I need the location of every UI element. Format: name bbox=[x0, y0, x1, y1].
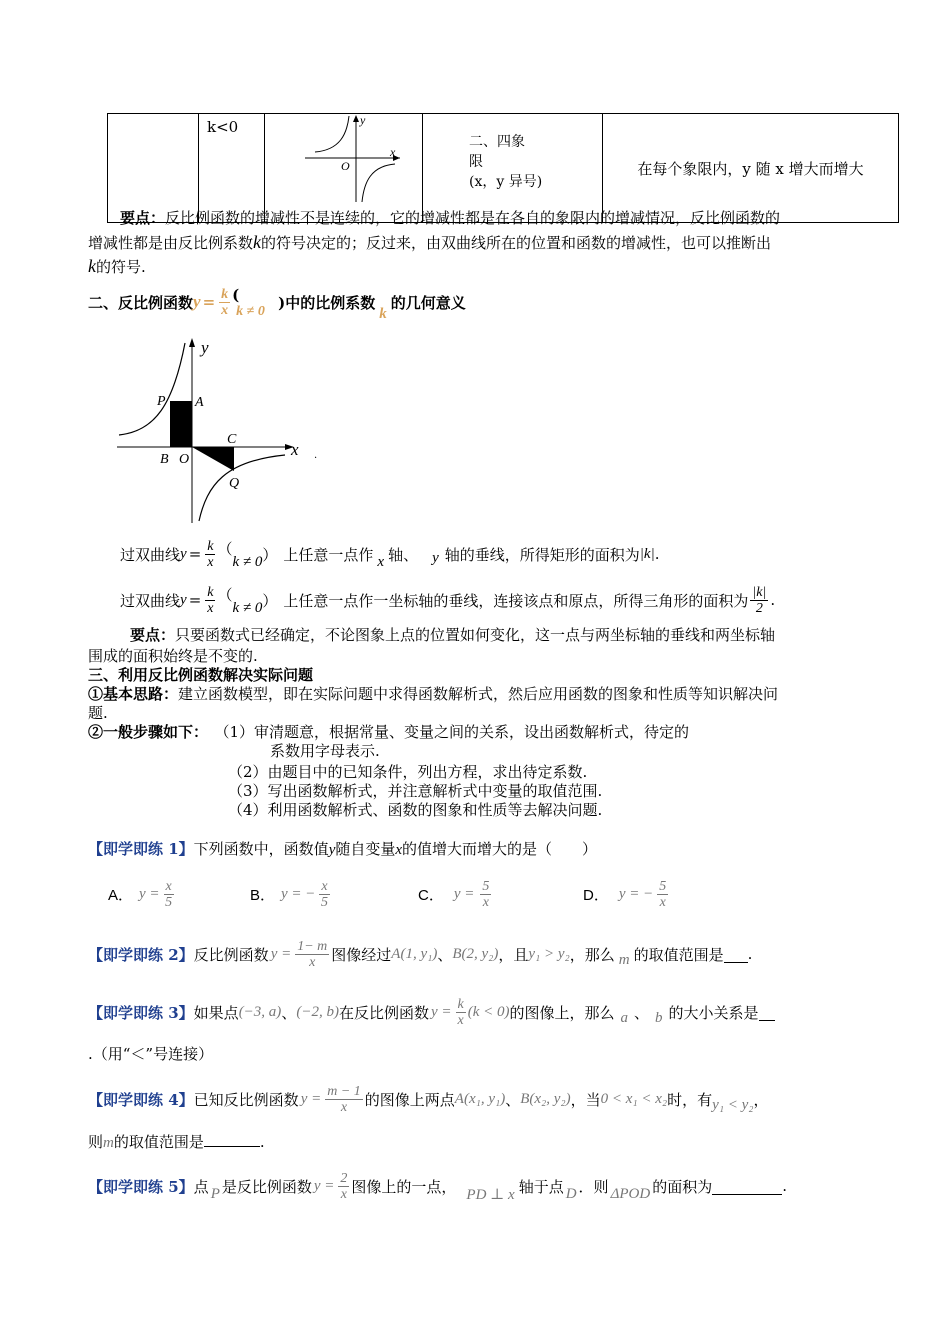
ex2-cond: y₁ > y₂ bbox=[528, 945, 570, 962]
section2-suffix: 的几何意义 bbox=[390, 293, 466, 312]
section3-idea bbox=[88, 684, 778, 704]
ex3-text-c: 的图像上，那么 bbox=[509, 1003, 615, 1022]
option-label: D． bbox=[583, 886, 609, 904]
ex3-lhs: y = bbox=[430, 1003, 452, 1020]
ex3-point-2: (−2, b) bbox=[296, 1003, 339, 1020]
ex2-point-a: A(1, y₁) bbox=[391, 945, 438, 962]
ex3-cond: (k < 0) bbox=[467, 1003, 510, 1020]
geo-text-2b: 上任意一点作一坐标轴的垂线，连接该点和原点，所得三角形的面积为 bbox=[283, 591, 749, 610]
ex4-point-b: B(x₂, y₂) bbox=[520, 1090, 571, 1107]
ex2-lhs: y = bbox=[270, 945, 292, 962]
ex4-fraction bbox=[325, 1084, 363, 1115]
option-fraction bbox=[657, 879, 668, 910]
section2-prefix: 二、反比例函数 bbox=[88, 293, 194, 312]
frac-num: 1− m bbox=[297, 938, 328, 954]
geo-text-c: 轴、 bbox=[388, 545, 419, 564]
trend-text: 在每个象限内，y 随 x 增大而增大 bbox=[637, 159, 864, 178]
ex4-sep: 、 bbox=[505, 1090, 521, 1109]
frac-num: 5 bbox=[482, 878, 490, 894]
geo-absk: |k| bbox=[639, 545, 655, 562]
keypoint1-text-2a: 增减性都是由反比例系数 bbox=[88, 234, 254, 252]
option-label: C． bbox=[418, 886, 444, 904]
geo-half-fraction bbox=[750, 585, 768, 616]
frac-den: x bbox=[207, 554, 214, 570]
option-lhs: y = bbox=[453, 885, 475, 902]
section2-formula bbox=[193, 287, 232, 318]
keypoint2-line2 bbox=[88, 646, 258, 666]
ex5-pd: PD ⊥ x bbox=[466, 1186, 515, 1203]
geo-period2: . bbox=[770, 591, 776, 609]
geo-line1 bbox=[120, 534, 659, 574]
ex2-m: m bbox=[618, 951, 630, 968]
geo-text-a2: 过双曲线 bbox=[120, 591, 181, 610]
keypoint2-text: 只要函数式已经确定，不论图象上点的位置如何变化，这一点与两坐标轴的垂线和两坐标轴 bbox=[175, 626, 776, 644]
k-symbol: k bbox=[253, 232, 262, 252]
ex3-point-1: (−3, a) bbox=[238, 1003, 282, 1020]
ex4-lhs: y = bbox=[300, 1090, 322, 1107]
ex5-text-d: 轴于点 bbox=[518, 1177, 564, 1196]
frac-num: x bbox=[165, 878, 172, 894]
ex1-option-a[interactable] bbox=[108, 872, 176, 916]
paren-close: ） bbox=[262, 545, 278, 564]
geo-cond2: k ≠ 0 bbox=[232, 599, 263, 616]
ex2-sep: 、 bbox=[437, 945, 453, 964]
exercise-1 bbox=[88, 838, 597, 861]
idea-label: ①基本思路： bbox=[88, 685, 179, 703]
geo-y2: y bbox=[432, 549, 439, 566]
exercise-tag: 【即学即练 2】 bbox=[88, 945, 194, 964]
frac-num: k bbox=[457, 996, 464, 1012]
ex4-text-b: 的图像上两点 bbox=[364, 1090, 455, 1109]
fig-y-label: y bbox=[201, 338, 209, 357]
ex3-text-d: 的大小关系是 bbox=[668, 1003, 759, 1022]
ex2-answer-blank[interactable] bbox=[724, 946, 748, 963]
section2-mid: )中的比例系数 bbox=[278, 293, 376, 312]
ex4-answer-blank[interactable] bbox=[204, 1130, 260, 1147]
option-lhs: y = − bbox=[281, 885, 316, 902]
keypoint2-text-2: 围成的面积始终是不变的. bbox=[88, 647, 258, 665]
ex5-fraction bbox=[338, 1171, 349, 1202]
ex2-fraction bbox=[295, 939, 329, 970]
ex3-a: a bbox=[620, 1009, 629, 1026]
exercise-tag: 【即学即练 5】 bbox=[88, 1177, 194, 1196]
frac-den: x bbox=[659, 894, 666, 910]
ex5-answer-blank[interactable] bbox=[712, 1178, 782, 1195]
keypoint2-line1 bbox=[130, 624, 775, 646]
geo-cond: k ≠ 0 bbox=[232, 553, 263, 570]
ex1-option-c[interactable] bbox=[418, 872, 493, 916]
step-1: （1）审清题意，根据常量、变量之间的关系，设出函数解析式，待定的 bbox=[222, 723, 690, 741]
ex1-text-a: 下列函数中，函数值 bbox=[193, 840, 329, 858]
k-symbol: k bbox=[88, 256, 96, 276]
ex4-text-d: 时，有 bbox=[667, 1090, 713, 1109]
geo-text-d: 轴的垂线，所得矩形的面积为 bbox=[444, 545, 640, 564]
exercise-3 bbox=[88, 990, 775, 1034]
section3-steps bbox=[88, 722, 689, 742]
ex4-m: m bbox=[103, 1135, 114, 1151]
graph-y-label: y bbox=[360, 114, 366, 127]
option-fraction bbox=[480, 879, 491, 910]
quadrant-text-2: 限 bbox=[469, 154, 483, 170]
ex2-end: . bbox=[747, 945, 753, 963]
paren-open: （ bbox=[217, 585, 233, 604]
ex5-p: P bbox=[210, 1185, 220, 1202]
fig-c-label: C bbox=[227, 432, 237, 447]
formula-eq: = bbox=[202, 293, 216, 311]
step-4: （4）利用函数解析式、函数的图象和性质等去解决问题. bbox=[228, 801, 603, 819]
ex1-y: y bbox=[328, 842, 336, 858]
geo-period: . bbox=[654, 545, 660, 563]
frac-num: k bbox=[207, 584, 214, 600]
section2-cond-wrap: ( k ≠ 0 bbox=[232, 286, 265, 319]
ex1-x: x bbox=[395, 842, 403, 858]
keypoint1-text-3: 的符号. bbox=[96, 258, 146, 276]
quadrant-text-1: 二、四象 bbox=[469, 134, 525, 150]
idea-text: 建立函数模型，即在实际问题中求得函数解析式，然后应用函数的图象和性质等知识解决问 bbox=[178, 685, 779, 703]
ex4-point-a: A(x₁, y₁) bbox=[454, 1090, 506, 1107]
frac-den: 5 bbox=[321, 894, 329, 910]
ex5-text-c: 图像上的一点， bbox=[351, 1177, 457, 1196]
ex3-b: b bbox=[655, 1009, 663, 1026]
option-label: B． bbox=[250, 886, 276, 904]
ex1-text-b: 随自变量 bbox=[335, 840, 396, 858]
geo-y3: y bbox=[180, 591, 187, 608]
paren-open: （ bbox=[217, 539, 233, 558]
ex2-point-b: B(2, y₂) bbox=[452, 945, 499, 962]
step-3: （3）写出函数解析式，并注意解析式中变量的取值范围. bbox=[228, 782, 603, 800]
frac-num: m − 1 bbox=[327, 1083, 361, 1099]
keypoint1-text: 反比例函数的增减性不是连续的，它的增减性都是在各自的象限内的增减情况，反比例函数的 bbox=[165, 209, 781, 227]
geometric-meaning-figure bbox=[115, 335, 325, 525]
ex1-option-d[interactable] bbox=[583, 872, 670, 916]
geo-fraction bbox=[205, 539, 215, 570]
step-2: （2）由题目中的已知条件，列出方程，求出待定系数. bbox=[228, 763, 588, 781]
ex3-fraction bbox=[456, 997, 466, 1028]
ex4-line2-a: 则 bbox=[88, 1133, 104, 1151]
fig-x-label: x bbox=[291, 440, 299, 459]
exercise-tag: 【即学即练 1】 bbox=[88, 840, 194, 858]
keypoint1-text-2b: 的符号决定的；反过来，由双曲线所在的位置和函数的增减性，也可以推断出 bbox=[261, 234, 772, 252]
ex3-line2: .（用“＜”号连接） bbox=[88, 1045, 214, 1063]
ex4-line2-b: 的取值范围是 bbox=[113, 1133, 204, 1151]
ex5-tri: ΔPOD bbox=[610, 1185, 651, 1202]
frac-num: 5 bbox=[659, 878, 667, 894]
frac-num: k bbox=[207, 538, 214, 554]
frac-den: x bbox=[482, 894, 489, 910]
fig-o-label: O bbox=[179, 452, 190, 467]
exercise-2 bbox=[88, 932, 752, 976]
fig-a-label: A bbox=[195, 395, 204, 410]
option-fraction bbox=[164, 879, 174, 910]
ex2-text-a: 反比例函数 bbox=[193, 945, 269, 964]
keypoint-label: 要点： bbox=[130, 626, 176, 644]
ex2-text-b: 图像经过 bbox=[331, 945, 392, 964]
ex3-sep: 、 bbox=[281, 1003, 297, 1022]
geo-y: y bbox=[180, 545, 187, 562]
ex3-answer-blank[interactable] bbox=[759, 1004, 775, 1021]
exercise-4 bbox=[88, 1074, 769, 1124]
frac-den: x bbox=[457, 1012, 464, 1028]
frac-num: |k| bbox=[752, 584, 767, 600]
ex5-lhs: y = bbox=[313, 1177, 335, 1194]
ex4-text-c: ，当 bbox=[570, 1090, 601, 1109]
option-lhs: y = bbox=[139, 885, 160, 902]
ex2-text-d: ，那么 bbox=[569, 945, 615, 964]
frac-den: x bbox=[309, 954, 316, 970]
fig-p-label: P bbox=[157, 394, 166, 409]
section2-k: k bbox=[379, 305, 387, 322]
ex5-end: . bbox=[782, 1177, 787, 1195]
ex4-cond2: y₁ < y₂ bbox=[712, 1096, 754, 1113]
ex3-sep2: 、 bbox=[634, 1003, 650, 1022]
geo-text-b: 上任意一点作 bbox=[283, 545, 374, 564]
ex4-text-e: ， bbox=[753, 1090, 769, 1109]
keypoint1-line3 bbox=[88, 254, 146, 279]
section2-cond: k ≠ 0 bbox=[236, 304, 265, 319]
exercise-5 bbox=[88, 1164, 787, 1208]
ex5-text-e: ．则 bbox=[578, 1177, 609, 1196]
idea-text-2: 题. bbox=[88, 704, 108, 722]
option-fraction bbox=[319, 879, 329, 910]
frac-num: 2 bbox=[340, 1170, 348, 1186]
frac-den: x bbox=[340, 1099, 348, 1115]
geo-fraction2 bbox=[205, 585, 215, 616]
step-1-cont: 系数用字母表示. bbox=[270, 742, 380, 760]
exercise-tag: 【即学即练 4】 bbox=[88, 1090, 194, 1109]
quadrant-text-3: (x，y 异号) bbox=[469, 174, 543, 190]
keypoint1-line2 bbox=[88, 230, 771, 255]
option-label: A． bbox=[108, 886, 134, 904]
frac-den: x bbox=[340, 1186, 348, 1202]
hyperbola-graph-k-negative bbox=[265, 114, 422, 204]
section2-title bbox=[88, 280, 466, 324]
frac-num: k bbox=[221, 286, 229, 302]
frac-den: x bbox=[221, 302, 229, 318]
geo-x: x bbox=[377, 553, 385, 570]
option-lhs: y = − bbox=[618, 885, 654, 902]
figure-dot: . bbox=[314, 450, 318, 461]
ex3-text-b: 在反比例函数 bbox=[338, 1003, 429, 1022]
fig-b-label: B bbox=[160, 452, 169, 467]
ex1-text-c: 的值增大而增大的是（ ） bbox=[402, 840, 598, 858]
k-condition: k<0 bbox=[207, 118, 239, 136]
frac-den: 2 bbox=[755, 600, 763, 616]
graph-x-label: x bbox=[390, 145, 396, 159]
ex4-end: . bbox=[259, 1133, 265, 1151]
ex5-d: D bbox=[565, 1185, 577, 1202]
ex4-text-a: 已知反比例函数 bbox=[193, 1090, 299, 1109]
ex2-text-c: ，且 bbox=[498, 945, 529, 964]
keypoint-label: 要点： bbox=[120, 209, 166, 227]
geo-eq: = bbox=[188, 545, 202, 563]
section3-title: 三、利用反比例函数解决实际问题 bbox=[88, 666, 314, 684]
ex3-text-a: 如果点 bbox=[193, 1003, 239, 1022]
ex5-text-b: 是反比例函数 bbox=[221, 1177, 312, 1196]
paren-close: ） bbox=[262, 591, 278, 610]
frac-num: x bbox=[321, 878, 328, 894]
keypoint1-line1 bbox=[120, 206, 780, 230]
graph-o-label: O bbox=[341, 159, 350, 173]
ex1-option-b[interactable] bbox=[250, 872, 332, 916]
frac-den: x bbox=[207, 600, 214, 616]
formula-y: y bbox=[193, 292, 201, 311]
exercise-4-line2 bbox=[88, 1130, 265, 1155]
ex5-text-f: 的面积为 bbox=[652, 1177, 713, 1196]
frac-den: 5 bbox=[165, 894, 173, 910]
geo-eq2: = bbox=[188, 591, 202, 609]
geo-text-a: 过双曲线 bbox=[120, 545, 181, 564]
ex5-text-a: 点 bbox=[193, 1177, 209, 1196]
ex2-text-e: 的取值范围是 bbox=[633, 945, 724, 964]
exercise-tag: 【即学即练 3】 bbox=[88, 1003, 194, 1022]
formula-fraction bbox=[219, 287, 230, 318]
steps-label: ②一般步骤如下： bbox=[88, 723, 209, 741]
fig-q-label: Q bbox=[229, 476, 240, 491]
geo-line2 bbox=[120, 578, 775, 622]
ex4-cond1: 0 < x₁ < x₂ bbox=[600, 1090, 668, 1107]
